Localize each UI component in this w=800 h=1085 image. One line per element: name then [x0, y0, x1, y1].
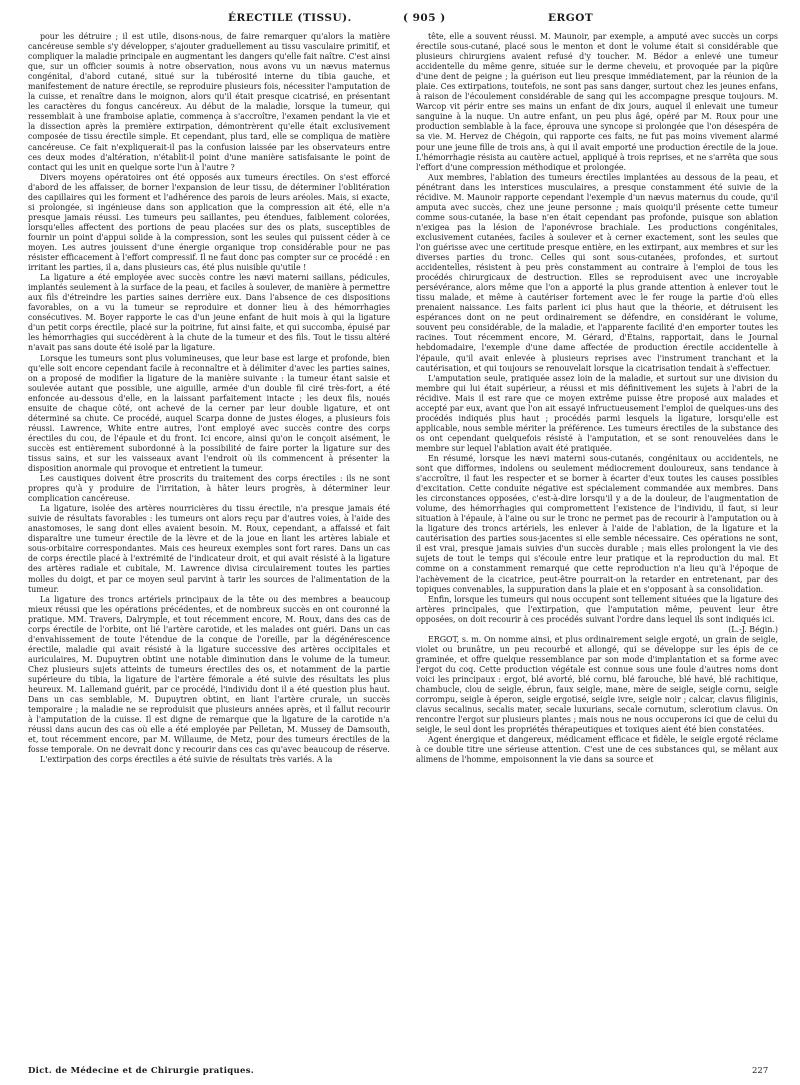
paragraph: ERGOT, s. m. On nomme ainsi, et plus ordinairement seigle ergoté, un grain de seigle, violet ou brunâtre, un peu recourbé et allongé, qui se développe sur les épis de ce graminée, et offre quelque ressemblance par son mode d'implantation et sa forme avec l'ergot du coq. Cette production végétale est connue sous une foule d'autres noms dont voici les principaux : ergot, blé avorté, blé cornu, blé farouche, blé havé, blé rachitique, chambucle, clou de seigle, ébrun, faux seigle, mane, mère de seigle, seigle cornu, seigle corrompu, seigle à éperon, seigle ergotisé, seigle ivre, seigle noir ; calcar, clavus filiginis, clavus secalinus, secalis mater, secale luxurians, secale cornutum, sclerotium clavus. On rencontre l'ergot sur plusieurs plantes ; mais nous ne nous occuperons ici que de celui du seigle, le seul dont les propriétés thérapeutiques et toxiques aient été bien constatées. [416, 634, 778, 735]
footer-publication-title: Dict. de Médecine et de Chirurgie pratiques. [28, 1066, 255, 1076]
left-text-column [28, 32, 390, 1072]
header-right-title: ERGOT [548, 12, 594, 24]
header-page-number: ( 905 ) [403, 12, 446, 24]
paragraph: L'amputation seule, pratiquée assez loin de la maladie, et surtout sur une division du membre qui lui était supérieur, a réussi et mis définitivement les sujets à l'abri de la récidive. Mais il est rare que ce moyen extrême puisse être proposé aux malades et accepté par eux, avant que l'on ait essayé infructueusement l'emploi de quelques-uns des procédés indiqués plus haut ; procédés parmi lesquels la ligature, lorsqu'elle est applicable, nous semble mériter la préférence. Les tumeurs érectiles de la substance des os ont cependant quelquefois résisté à l'amputation, et se sont renouvelées dans le membre sur lequel l'ablation avait été pratiquée. [416, 373, 778, 453]
header-left-title: ÉRECTILE (TISSU). [228, 12, 352, 24]
paragraph: La ligature des troncs artériels principaux de la tête ou des membres a beaucoup mieux réussi que les opérations précédentes, et de nombreux succès en ont couronné la pratique. MM. Travers, Dalrymple, et tout récemment encore, M. Roux, dans des cas de corps érectile de l'orbite, ont lié l'artère carotide, et les malades ont guéri. Dans un cas d'envahissement de toute l'étendue de la conque de l'oreille, par la dégénérescence érectile, maladie qui avait résisté à la ligature successive des artères occipitales et auriculaires, M. Dupuytren obtint une notable diminution dans le volume de la tumeur. Chez plusieurs sujets atteints de tumeurs érectiles des os, et notamment de la partie supérieure du tibia, la ligature de l'artère fémorale a été suivie des résultats les plus heureux. M. Lallemand guérit, par ce procédé, l'individu dont il a été question plus haut. Dans un cas semblable, M. Dupuytren obtint, en liant l'artère crurale, un succès temporaire ; la maladie ne se reproduisit que plusieurs années après, et il fallut recourir à l'amputation de la cuisse. Il est digne de remarque que la ligature de la carotide n'a réussi dans aucun des cas où elle a été employée par Pelletan, M. Mussey de Damsouth, et, tout récemment encore, par M. Willaume, de Metz, pour des tumeurs érectiles de la fosse temporale. On ne devrait donc y recourir dans ces cas qu'avec beaucoup de réserve. [28, 594, 390, 755]
paragraph: Les caustiques doivent être proscrits du traitement des corps érectiles : ils ne sont propres qu'à y produire de l'irritation, à hâter leurs progrès, à déterminer leur complication cancéreuse. [28, 474, 390, 504]
paragraph: L'extirpation des corps érectiles a été suivie de résultats très variés. A la [40, 755, 333, 765]
right-text-column [416, 32, 778, 1072]
paragraph: pour les détruire ; il est utile, disons-nous, de faire remarquer qu'alors la matière cancéreuse semble s'y développer, s'ajouter graduellement au tissu vasculaire primitif, et compliquer la maladie principale en augmentant les dangers qu'elle fait naître. C'est ainsi que, sur un officier soumis à notre observation, nous avons vu un nævus maternus congénital, d'abord cutané, situé sur la tubérosité interne du tibia gauche, et manifestement de nature érectile, se reproduire plusieurs fois, nécessiter l'amputation de la cuisse, et renaître dans le moignon, alors qu'il était presque cicatrisé, en présentant les caractères du fongus cancéreux. Au début de la maladie, lorsque la tumeur, qui ressemblait à une framboise aplatie, commença à s'accroître, l'examen pendant la vie et la dissection après la première extirpation, démontrèrent qu'elle était exclusivement composée de tissu érectile simple. Et cependant, plus tard, elle se compliqua de matière cancéreuse. Ce fait n'expliquerait-il pas la confusion laissée par les observateurs entre ces deux modes d'altération, n'établit-il point d'une manière satisfaisante le point de contact qui les unit en quelque sorte l'un à l'autre ? [28, 32, 390, 172]
paragraph: Agent énergique et dangereux, médicament efficace et fidèle, le seigle ergoté réclame à ce double titre une sérieuse attention. C'est une de ces substances qui, se mêlant aux alimens de l'homme, empoisonnent la vie dans sa source et [416, 735, 778, 765]
running-header [28, 12, 772, 26]
paragraph: Aux membres, l'ablation des tumeurs érectiles implantées au dessous de la peau, et pénétrant dans les interstices musculaires, a presque constamment été suivie de la récidive. M. Maunoir rapporte cependant l'exemple d'un nævus maternus du coude, qu'il amputa avec succès, chez une jeune personne ; mais quoiqu'il présente cette tumeur comme sous-cutanée, la base n'en était cependant pas profonde, puisque son ablation n'exigea pas la lésion de l'aponévrose brachiale. Les productions congénitales, exclusivement cutanées, faciles à soulever et à cerner exactement, sont les seules que l'on guérisse avec une certitude presque entière, en les extirpant, aux membres et sur les diverses parties du tronc. Celles qui sont sous-cutanées, profondes, et surtout accidentelles, résistent à peu près constamment au contraire à l'emploi de tous les procédés chirurgicaux de destruction. Elles se reproduisent avec une incroyable persévérance, alors même que l'on a apporté la plus grande attention à enlever tout le tissu malade, et même à cautériser fortement avec le fer rouge la partie d'où elles prenaient naissance. Les faits parlent ici plus haut que la théorie, et détruisent les espérances dont on ne peut ordinairement se défendre, en considérant le volume, souvent peu considérable, de la maladie, et l'apparente facilité d'en emporter toutes les racines. Tout récemment encore, M. Gérard, d'Étains, rapportait, dans le Journal hebdomadaire, l'exemple d'une dame affectée de production érectile accidentelle à l'épaule, qu'il avait enlevée à plusieurs reprises avec l'instrument tranchant et la cautérisation, et qui toujours se renouvelait lorsque la cicatrisation tendait à s'effectuer. [416, 172, 778, 373]
paragraph: Lorsque les tumeurs sont plus volumineuses, que leur base est large et profonde, bien qu'elle soit encore cependant facile à reconnaître et à délimiter d'avec les parties saines, on a proposé de modifier la ligature de la manière suivante : la tumeur étant saisie et soulevée autant que possible, une aiguille, armée d'un double fil ciré très-fort, a été enfoncée au-dessous d'elle, en la laissant parfaitement intacte ; les deux fils, noués ensuite de chaque côté, ont achevé de la cerner par leur double ligature, et ont déterminé sa chute. Ce procédé, auquel Scarpa donne de justes éloges, a plusieurs fois réussi. Lawrence, White entre autres, l'ont employé avec succès contre des corps érectiles du cou, de l'épaule et du front. Ici encore, ainsi qu'on le conçoit aisément, le succès est entièrement subordonné à la possibilité de faire porter la ligature sur des tissus sains, et sur les vaisseaux avant l'endroit où ils commencent à présenter la disposition anormale qui provoque et entretient la tumeur. [28, 353, 390, 474]
paragraph: Divers moyens opératoires ont été opposés aux tumeurs érectiles. On s'est efforcé d'abord de les affaisser, de borner l'expansion de leur tissu, de déterminer l'oblitération des capillaires qui les forment et l'adhérence des parois de leurs aréoles. Mais, si exacte, si prolongée, si ingénieuse dans son application que la compression ait été, elle n'a presque jamais réussi. Les tumeurs peu saillantes, peu étendues, faiblement colorées, lorsqu'elles affectent des portions de peau placées sur des os plats, susceptibles de fournir un point d'appui solide à la compression, sont les seules qui puissent céder à ce moyen. Les autres jouissent d'une énergie organique trop considérable pour ne pas résister efficacement à l'effort compressif. Il ne faut donc pas compter sur ce procédé : en irritant les parties, il a, dans plusieurs cas, été plus nuisible qu'utile ! [28, 172, 390, 273]
paragraph: tête, elle a souvent réussi. M. Maunoir, par exemple, a amputé avec succès un corps érectile sous-cutané, placé sous le menton et dont le volume était si considérable que plusieurs chirurgiens avaient refusé d'y toucher. M. Bédor a enlevé une tumeur accidentelle du même genre, située sur le derme cheveiu, et provoquée par la piqûre d'une dent de peigne ; la guérison eut lieu presque immédiatement, par la réunion de la plaie. Ces extirpations, toutefois, ne sont pas sans danger, surtout chez les jeunes enfans, à raison de l'écoulement considérable de sang qui les accompagne presque toujours. M. Warcop vit périr entre ses mains un enfant de dix jours, auquel il enlevait une tumeur sanguine à la nuque. Un autre enfant, un peu plus âgé, opéré par M. Roux pour une production semblable à la face, éprouva une syncope si prolongée que l'on désespéra de sa vie. M. Hervez de Chégoin, qui rapporte ces faits, ne fut pas moins vivement alarmé pour une jeune fille de trois ans, à qui il avait emporté une production érectile de la joue. L'hémorrhagie résista au cautère actuel, appliqué à trois reprises, et ne s'arrêta que sous l'effort d'une compression méthodique et prolongée. [416, 32, 778, 172]
author-signature: (L.-J. Bégin.) [728, 624, 778, 634]
paragraph: La ligature a été employée avec succès contre les nævi materni saillans, pédicules, implantés seulement à la surface de la peau, et faciles à soulever, de manière à permettre aux fils d'étreindre les parties saines derrière eux. Dans l'absence de ces dispositions favorables, on a vu la tumeur se reproduire et donner lieu à des hémorrhagies consécutives. M. Boyer rapporte le cas d'un jeune enfant de huit mois à qui la ligature d'un petit corps érectile, placé sur la poitrine, fut ainsi faite, et qui succomba, épuisé par les hémorrhagies qui succédèrent à la chute de la tumeur et des fils. Tout le tissu altéré n'avait pas sans doute été isolé par la ligature. [28, 273, 390, 353]
paragraph: En résumé, lorsque les nævi materni sous-cutanés, congénitaux ou accidentels, ne sont que difformes, indolens ou seulement médiocrement douloureux, sans tendance à s'accroître, il faut les respecter et se borner à écarter d'eux toutes les causes possibles d'excitation. Cette conduite négative est spécialement commandée aux membres. Dans les circonstances opposées, c'est-à-dire lorsqu'il y a de la douleur, de l'augmentation de volume, des hémorrhagies qui compromettent l'existence de l'individu, il faut, si leur situation à l'épaule, à l'aine ou sur le tronc ne permet pas de recourir à l'amputation ou à la ligature des troncs artériels, les enlever à l'aide de l'ablation, de la ligature et la cautérisation des parties sous-jacentes si elle semble nécessaire. Ces opérations ne sont, il est vrai, presque jamais suivies d'un succès durable ; mais elles prolongent la vie des sujets de tout le temps qui s'écoule entre leur pratique et la reproduction du mal. Et comme on a constamment remarqué que cette reproduction n'a lieu qu'à l'époque de l'achèvement de la cicatrice, peut-être pourrait-on la retarder en entretenant, par des topiques convenables, la suppuration dans la plaie et en s'opposant à sa consolidation. [416, 453, 778, 594]
paragraph: La ligature, isolée des artères nourricières du tissu érectile, n'a presque jamais été suivie de résultats favorables : les tumeurs ont alors reçu par d'autres voies, à l'aide des anastomoses, le sang dont elles avaient besoin. M. Roux, cependant, a affaissé et fait disparaître une tumeur érectile de la lèvre et de la joue en liant les artères labiale et sous-orbitaire correspondantes. Mais ces heureux exemples sont fort rares. Dans un cas de corps érectile placé à l'extrémité de l'indicateur droit, et qui avait résisté à la ligature des artères radiale et cubitale, M. Lawrence divisa circulairement toutes les parties molles du doigt, et par ce moyen seul parvint à tarir les sources de l'alimentation de la tumeur. [28, 504, 390, 594]
footer-page-signature: 227 [752, 1066, 769, 1076]
paragraph: Enfin, lorsque les tumeurs qui nous occupent sont tellement situées que la ligature des artères principales, que l'extirpation, que l'amputation même, peuvent leur être opposées, on doit recourir à ces procédés suivant l'ordre dans lequel ils sont indiqués ici. [416, 594, 778, 624]
